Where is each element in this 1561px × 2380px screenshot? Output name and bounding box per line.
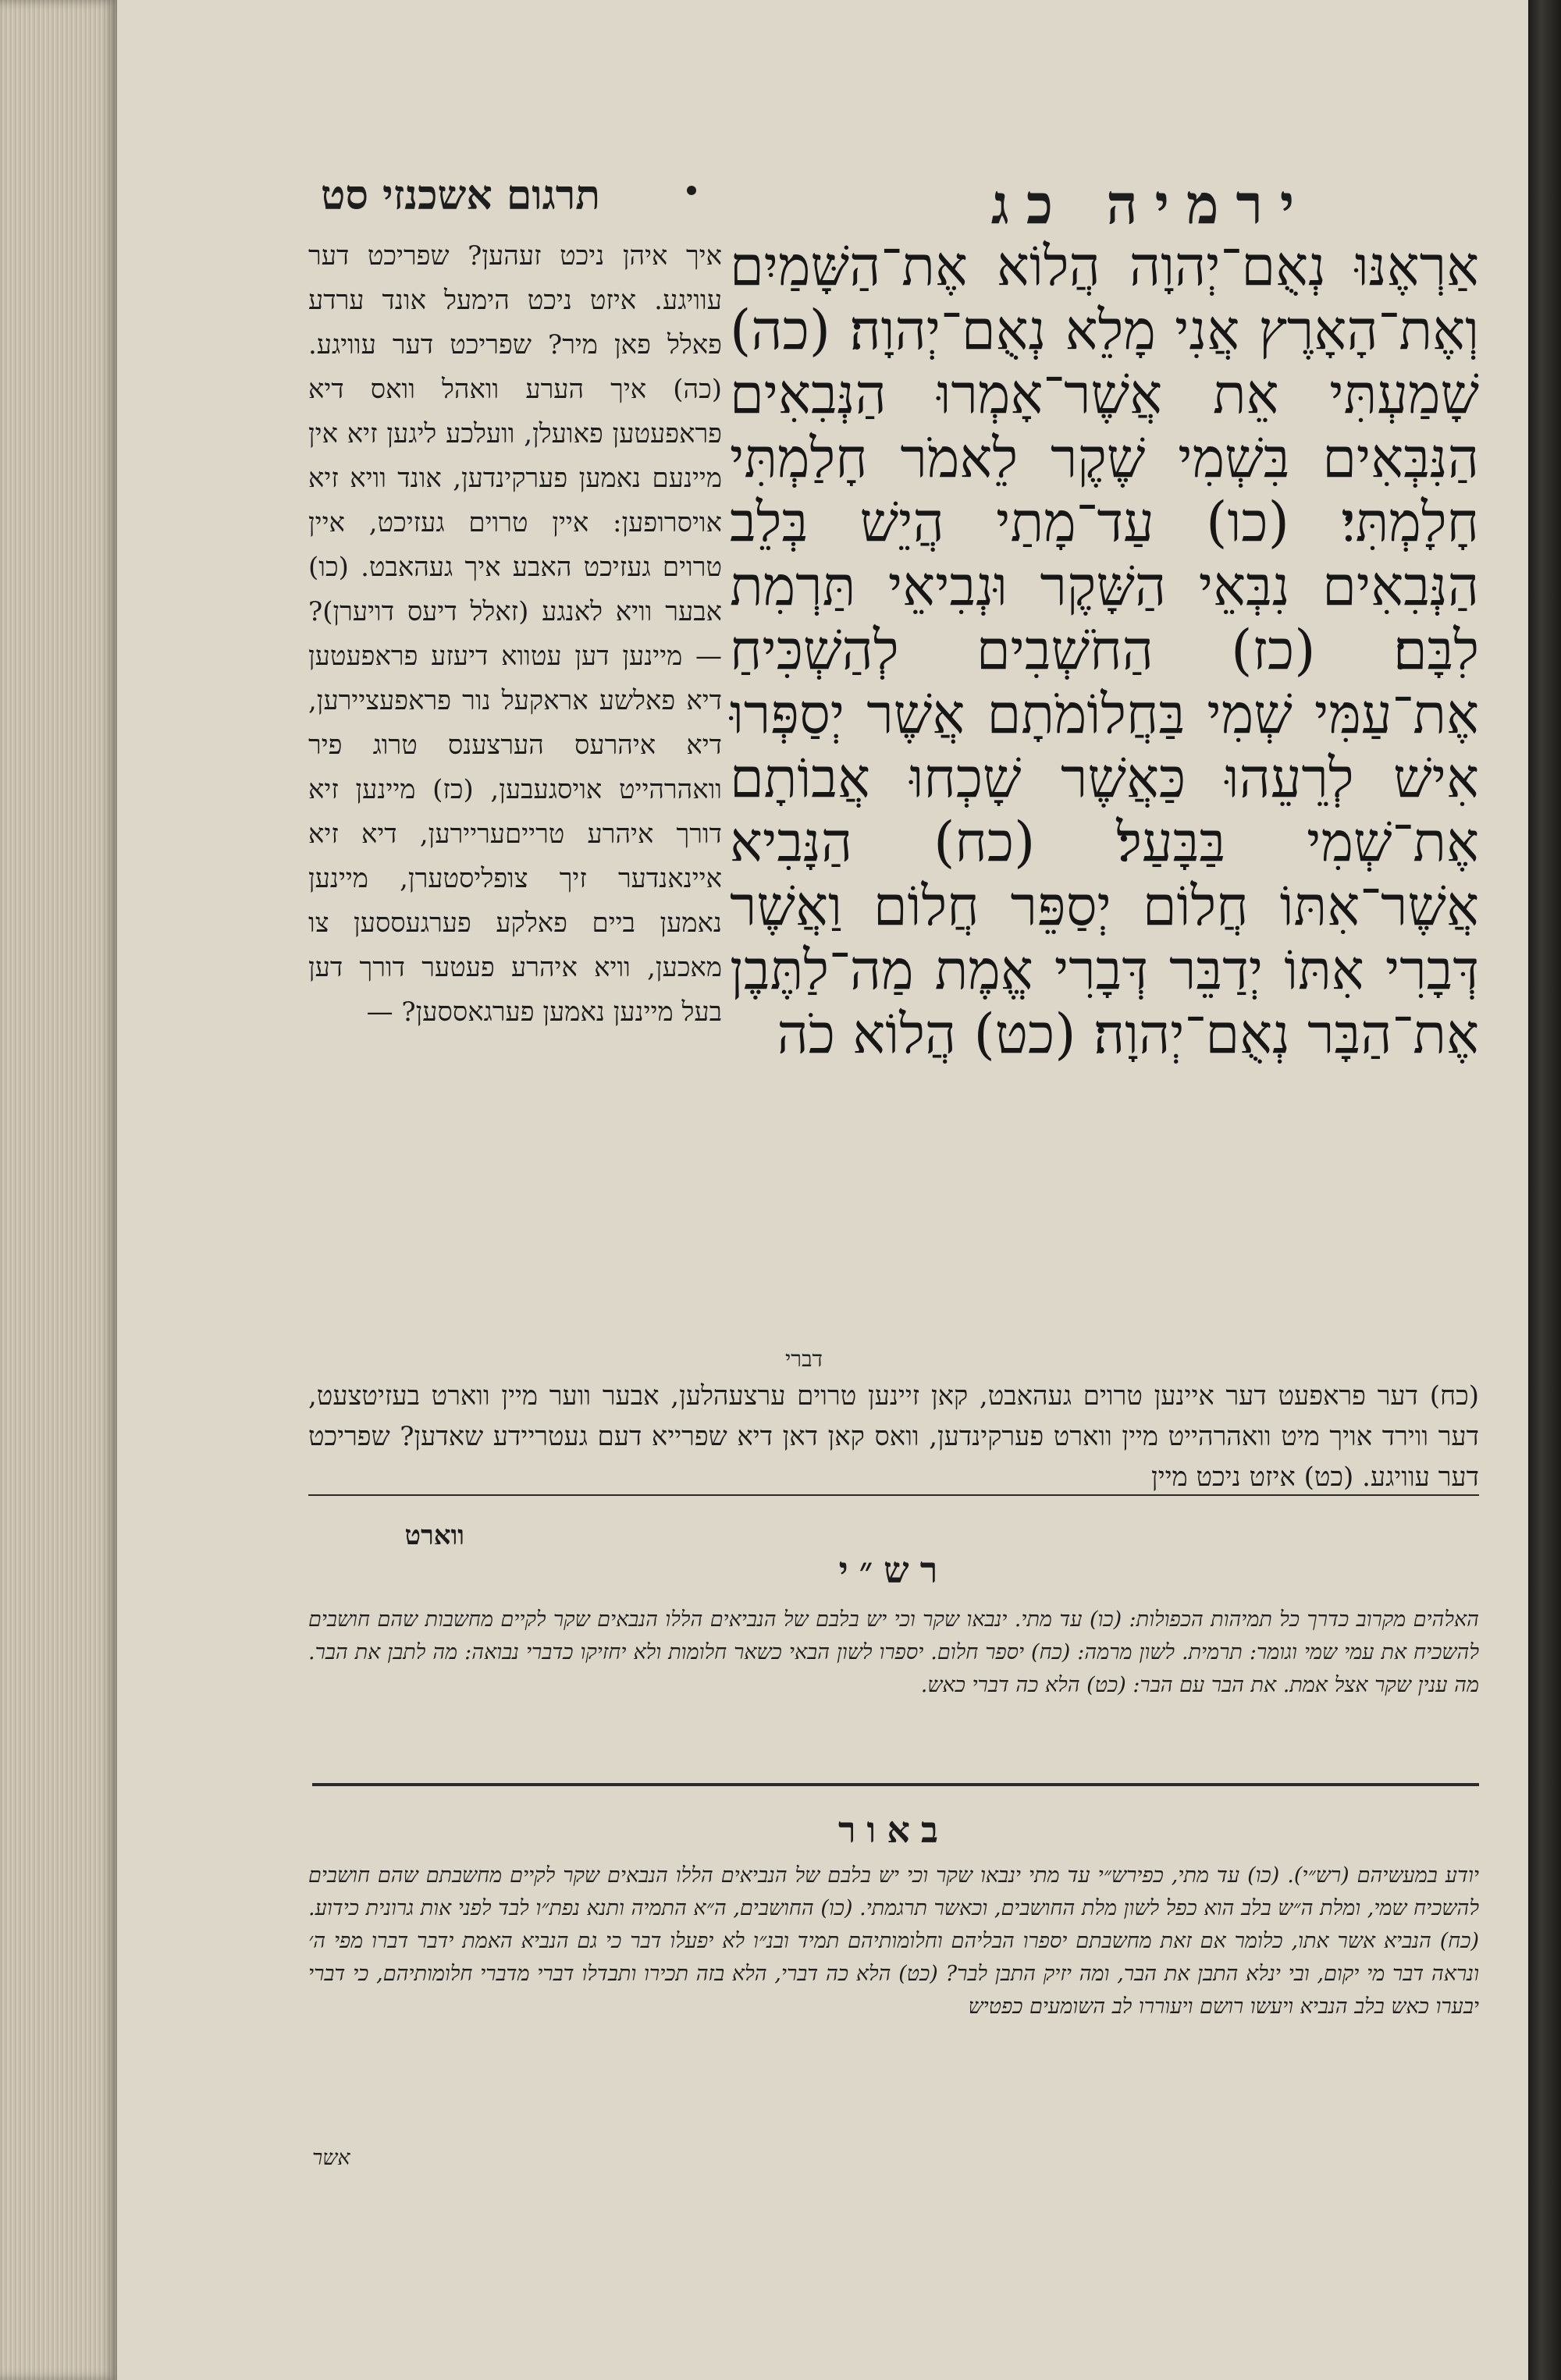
yiddish-translation-continued: (כח) דער פראפעט דער איינען טרוים געהאבט, קאן זיינען טרוים ערצעהלען, אבער ווער מיין ווארט בעזיטצעט, דער ווירד אויך מיט וואהרהייט מיין ווארט פערקינדען, וואס קאן דאן דיא שפרייא דעם געטריידע שאדען? שפריכט דער עוויגע. (כט) איזט ניכט מיין (308, 1380, 1479, 1493)
running-head-book-chapter: ירמיה כג (990, 172, 1312, 236)
rashi-title: רש״י (838, 1549, 949, 1591)
divider (308, 1494, 1479, 1496)
page-edges (0, 0, 117, 2380)
bible-text: אַרְאֶנּוּ נְאֻם־יְהוָה הֲלוֹא אֶת־הַשָּׁמַיִם וְאֶת־הָאָרֶץ אֲנִי מָלֵא נְאֻם־יְהוָה׃ (כה) שָׁמַעְתִּי אֵת אֲשֶׁר־אָמְרוּ הַנְּבִאִים הַנִּבְּאִים בִּשְׁמִי שֶׁקֶר לֵאמֹר חָלַמְתִּי חָלָמְתִּי׃ (כו) עַד־מָתַי הֲיֵשׁ בְּלֵב הַנְּבִאִים נִבְּאֵי הַשָּׁקֶר וּנְבִיאֵי תַּרְמִת לִבָּם׃ (כז) הַחֹשְׁבִים לְהַשְׁכִּיחַ אֶת־עַמִּי שְׁמִי בַּחֲלוֹמֹתָם אֲשֶׁר יְסַפְּרוּ אִישׁ לְרֵעֵהוּ כַּאֲשֶׁר שָׁכְחוּ אֲבוֹתָם אֶת־שְׁמִי בַּבָּעַל׃ (כח) הַנָּבִיא אֲשֶׁר־אִתּוֹ חֲלוֹם יְסַפֵּר חֲלוֹם וַאֲשֶׁר דְּבָרִי אִתּוֹ יְדַבֵּר דְּבָרִי אֱמֶת מַה־לַתֶּבֶן אֶת־הַבָּר נְאֻם־יְהוָה׃ (כט) הֲלוֹא כֹה (730, 234, 1479, 1066)
biur-title: באור (837, 1809, 950, 1851)
separator-dot (687, 186, 696, 195)
translation-catchword: ווארט (404, 1520, 464, 1551)
yiddish-translation-column: איך איהן ניכט זעהען? שפריכט דער עוויגע. איזט ניכט הימעל אונד ערדע פאלל פאן מיר? שפריכט דער עוויגע. (כה) איך הערע וואהל וואס דיא פראפעטען פאועלן, וועלכע ליגען זיא אין מיינעם נאמען פערקינדען, אונד וויא זיא אויסרופען: איין טרוים געזיכט, איין טרוים געזיכט האבע איך געהאבט. (כו) אבער וויא לאנגע (זאלל דיעס דויערן)? — מיינען דען עטווא דיעזע פראפעטען דיא פאלשע אראקעל נור פראפעציירען, דיא איהרעס הערצענס טרוג פיר וואהרהייט אויסגעבען, (כז) מיינען זיא דורך איהרע טרייםעריירען, דיא זיא איינאנדער זיך צופליסטערן, מיינען נאמען ביים פאלקע פערגעססען צו מאכען, וויא איהרע פעטער דורך דען בעל מיינען נאמען פערגאססען? — (308, 240, 722, 1028)
rashi-commentary: האלהים מקרוב כדרך כל תמיהות הכפולות: (כו) עד מתי. ינבאו שקר וכי יש בלבם של הנביאים הללו הנבאים שקר לקיים מחשבות שהם חושבים להשכיח את עמי שמי וגומר: תרמית. לשון מרמה: (כח) יספר חלום. יספרו לשון הבאי כשאר חלומות ולא יחזיקו כדברי נבואה: מה לתבן את הבר. מה ענין שקר אצל אמת. את הבר עם הבר: (כט) הלא כה דברי כאש. (308, 1607, 1479, 1697)
biur-commentary: יודע במעשיהם (רש״י). (כו) עד מתי, כפירש״י עד מתי ינבאו שקר וכי יש בלבם של הנביאים הללו הנבאים שקר לקיים מחשבתם שהם חושבים להשכיח שמי, ומלת ה״ש בלב הוא כפל לשון מלת החושבים, וכאשר תרגמתי. (כו) החושבים, ה״א התמיה ותנא נפת״ו לבד לפני אות גרונית כידוע. (כח) הנביא אשר אתו, כלומר אם זאת מחשבתם יספרו הבליהם וחלומותיהם תמיד ובנ״ו לא יפעלו דבר כי גם הנביא האמת ידבר דברו מפי ה׳ ונראה דבר מי יקום, ובי ינלא התבן את הבר, ומה יזיק התבן לבר? (כט) הלא כה דברי, הלא בזה תכירו ותבדלו דברי מדברי חלומותיהם, כי דברי יבערו כאש בלב הנביא ויעשו רושם ויעוררו לב השומעים כפטיש (308, 1863, 1479, 2019)
book-binding (1528, 0, 1561, 2380)
running-head-translation: תרגום אשכנזי סט (320, 172, 601, 219)
biur-catchword: אשר (312, 2146, 350, 2170)
bible-catchword: דברי (784, 1346, 823, 1372)
divider (312, 1783, 1479, 1786)
